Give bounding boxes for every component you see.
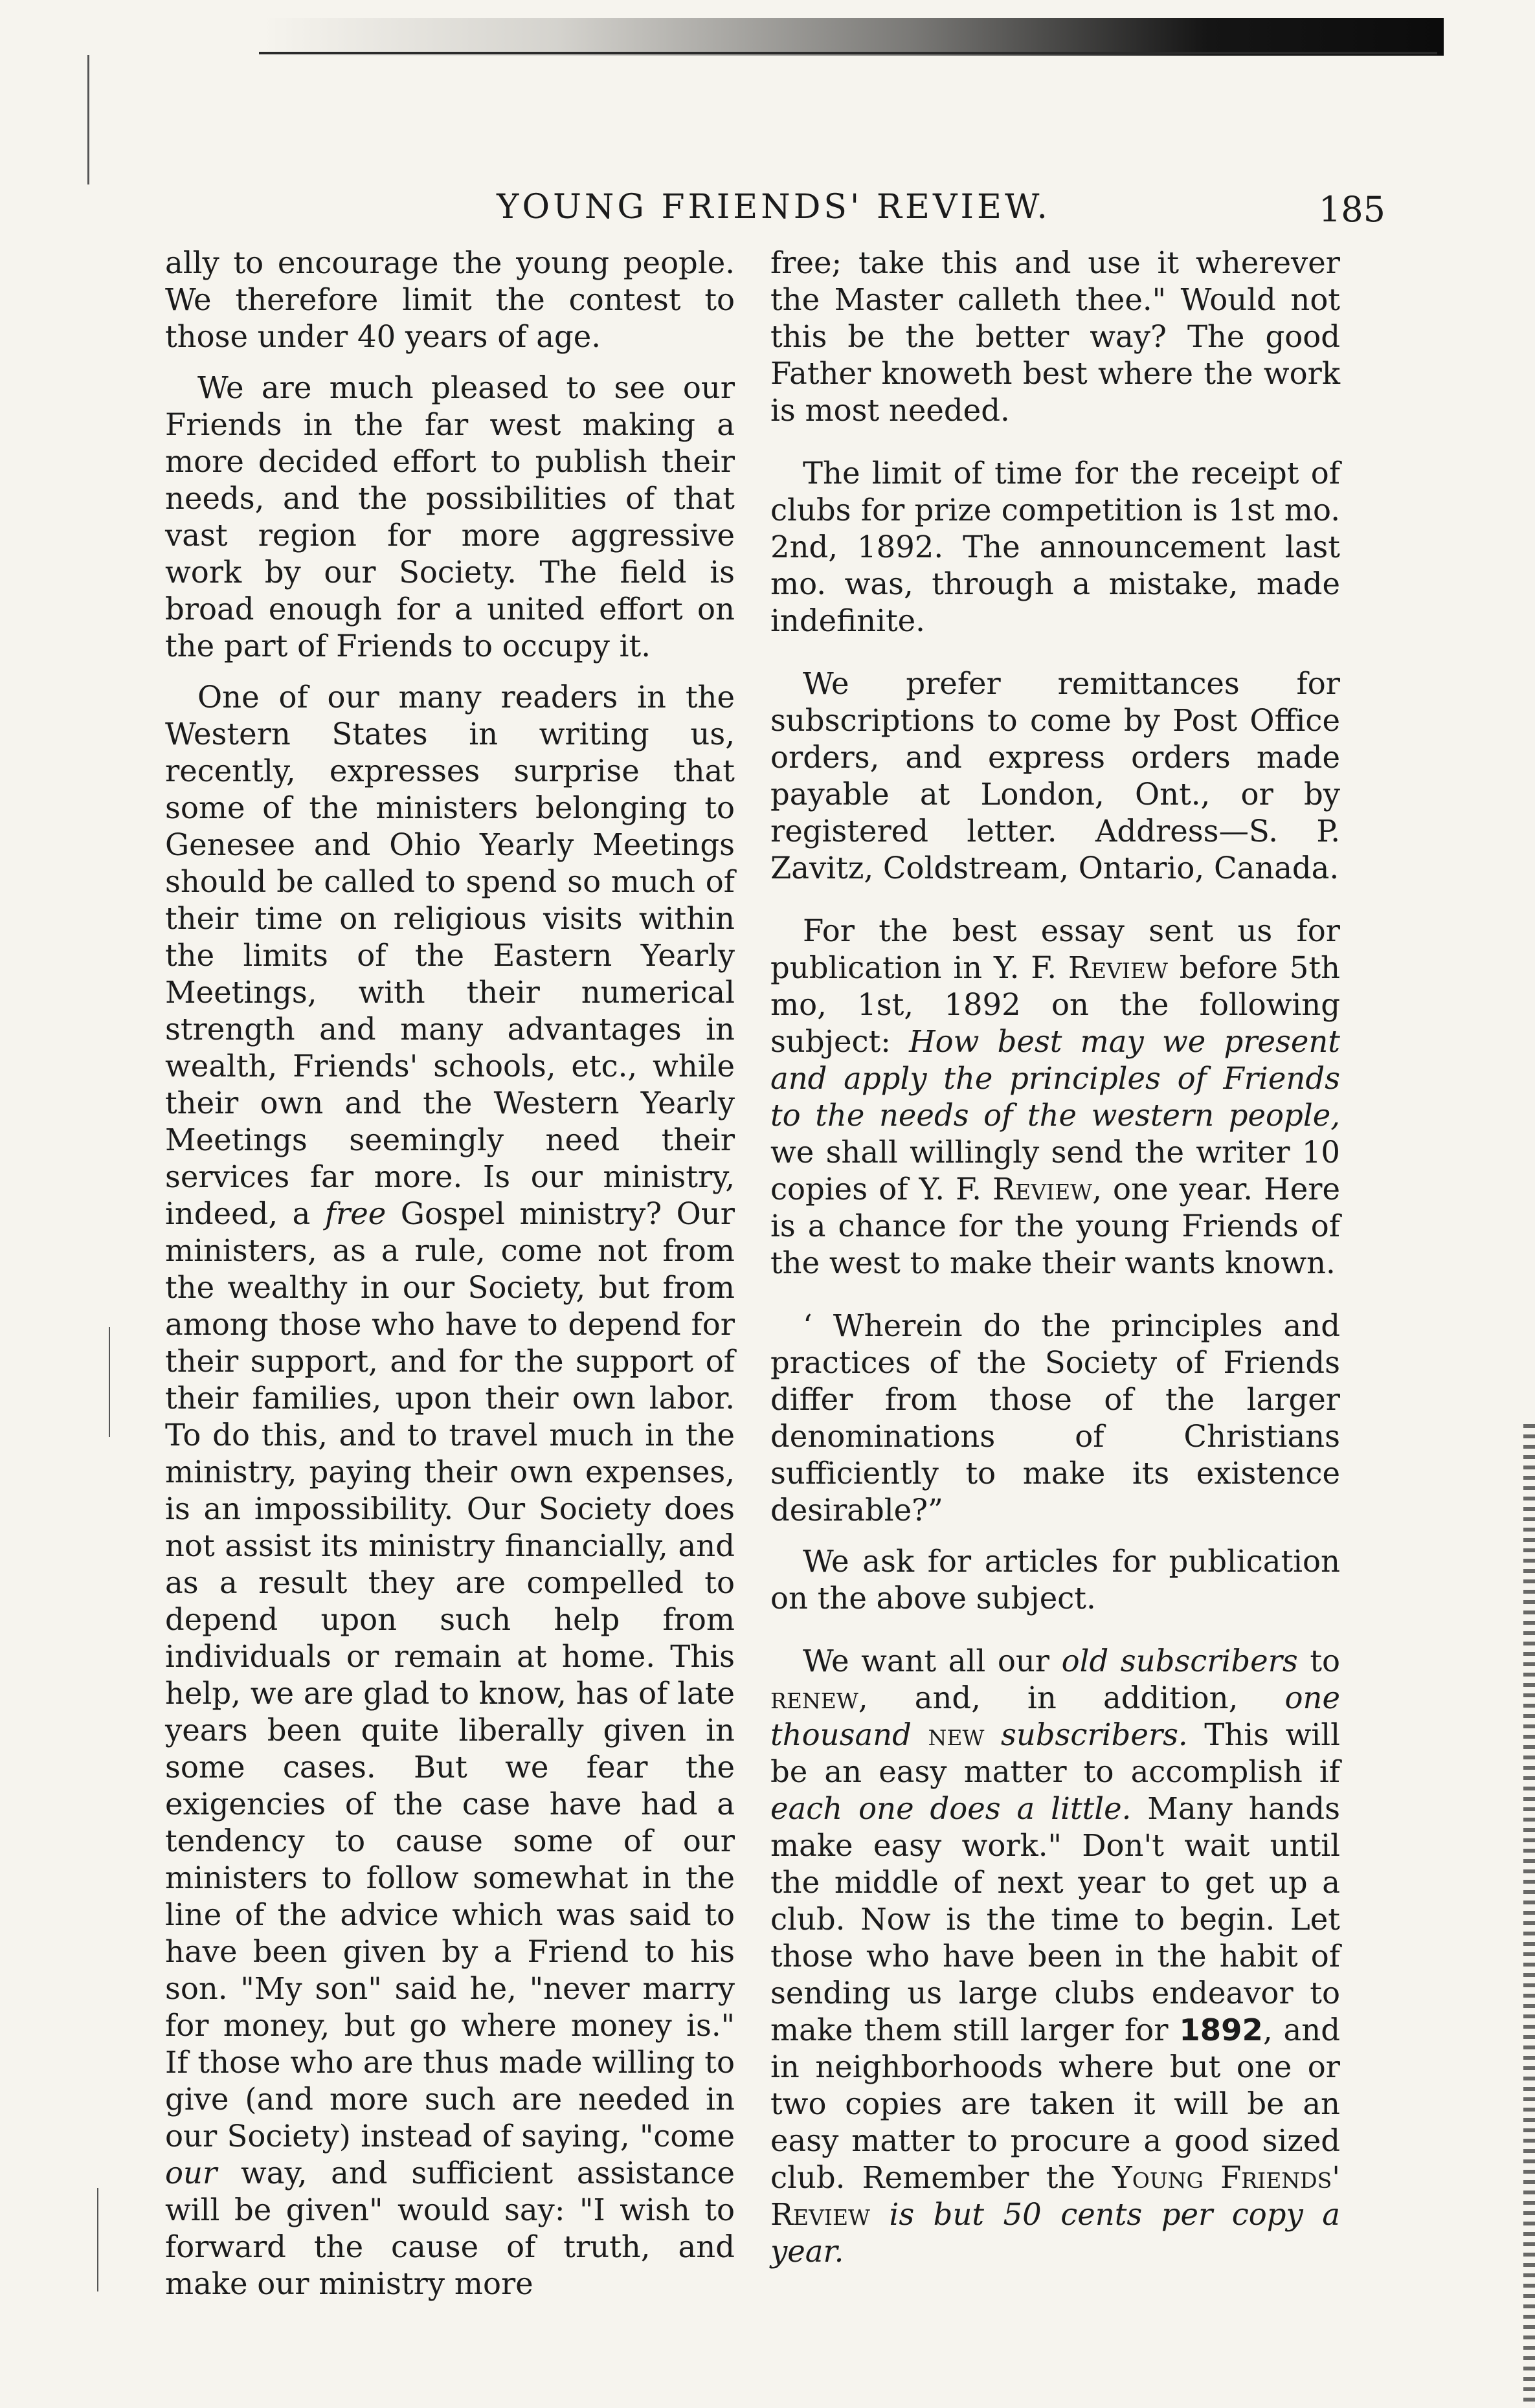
text-run: , and, in addition, xyxy=(858,1680,1285,1715)
paragraph: The limit of time for the receipt of clubs for prize competition is 1st mo. 2nd, 1892. The announcement last mo. was, through a mistake, made indefinite. xyxy=(770,456,1340,638)
text-run: Gospel ministry? Our ministers, as a rule, come not from the wealthy in our Society, but from among those who have to depend for their support, and for the support of their families, upon their own labor. To do this, and to travel much in the ministry, paying their own expenses, is an impossibility. Our Society does not assist its ministry financially, and as a result they are compelled to depend upon such help from individuals or remain at home. This help, we are glad to know, has of late years been quite liberally given in some cases. But we fear the exigencies of the case have had a tendency to cause some of our ministers to follow somewhat in the line of the advice which was said to have been given by a Friend to his son. "My son" said he, "never marry for money, but go where money is." If those who are thus made willing to give (and more such are needed in our Society) instead of saying, "come xyxy=(165,1196,735,2154)
text-run: One of our many readers in the Western States in writing us, recently, expresses surprise that some of the ministers belonging to Genesee and Ohio Yearly Meetings should be called to spend so much of their time on religious visits within the limits of the Eastern Yearly Meetings, with their numerical strength and many advantages in wealth, Friends' schools, etc., while their own and the Western Yearly Meetings seemingly need their services far more. Is our ministry, indeed, a xyxy=(165,680,735,1231)
paragraph: ally to encourage the young people. We therefore limit the contest to those under 40 years of age. xyxy=(165,245,735,354)
scan-top-bar xyxy=(262,18,1444,56)
review-word: Review xyxy=(1068,950,1168,985)
emphasis: each one does a little. xyxy=(770,1791,1132,1826)
year-highlight: 1892 xyxy=(1179,2012,1263,2047)
left-margin-mark xyxy=(97,2188,98,2291)
text-run: way, and sufficient assistance will be given" would say: "I wish to forward the cause of truth, and make our ministry more xyxy=(165,2156,735,2301)
left-column xyxy=(165,245,735,2302)
page-number: 185 xyxy=(1318,189,1385,230)
top-rule xyxy=(259,52,1437,54)
paragraph xyxy=(770,1643,1340,2270)
paragraph: We prefer remittances for subscriptions to come by Post Office orders, and express orders made payable at London, Ont., or by registered letter. Address—S. P. Zavitz, Coldstream, Ontario, Canada. xyxy=(770,666,1340,886)
paragraph: We ask for articles for publication on the above subject. xyxy=(770,1544,1340,1616)
text-run: , one year. Here is a chance for the young Friends of the west to make their wants known. xyxy=(770,1172,1340,1280)
text-run: we shall willingly send the writer 10 copies of Y. F. xyxy=(770,1135,1340,1207)
paragraph xyxy=(770,913,1340,1282)
essay-subject: How best may we present and apply the principles of Friends to the needs of the western people, xyxy=(770,1024,1340,1133)
price-note: is but 50 cents per copy a year. xyxy=(770,2197,1340,2269)
left-margin-mark xyxy=(109,1327,110,1437)
paragraph: We are much pleased to see our Friends in the far west making a more decided effort to publish their needs, and the possibilities of that vast region for more aggressive work by our Society. The field is broad enough for a united effort on the part of Friends to occupy it. xyxy=(165,370,735,663)
paragraph: ‘ Wherein do the principles and practices of the Society of Friends differ from those of the larger denominations of Christians sufficiently to make its existence desirable?” xyxy=(770,1308,1340,1528)
emphasis: our xyxy=(165,2156,218,2191)
text-run: This will be an easy matter to accomplish if xyxy=(770,1717,1341,1789)
text-run: For the best essay sent us for publication in Y. F. xyxy=(770,913,1340,985)
page-header xyxy=(162,188,1385,240)
text-run: We want all our xyxy=(803,1644,1062,1678)
text-run: , and in neighborhoods where but one or two copies are taken it will be an easy matter to procure a good sized club. Remember the xyxy=(770,2012,1340,2195)
emphasis: subscribers. xyxy=(1000,1717,1188,1752)
paragraph xyxy=(165,679,735,2302)
text-run: Many hands make easy work." Don't wait until the middle of next year to get up a club. Now is the time to begin. Let those who have been in the habit of sending us large clubs endeavor to make them still larger for xyxy=(770,1791,1340,2047)
text-run xyxy=(870,2197,889,2232)
running-title: YOUNG FRIENDS' REVIEW. xyxy=(497,188,1051,227)
scan-right-edge xyxy=(1523,1424,1535,2408)
left-margin-mark xyxy=(87,55,89,184)
text-run: before 5th mo, 1st, 1892 on the following subject: xyxy=(770,950,1340,1059)
emphasis: one thousand xyxy=(770,1680,1340,1752)
review-word: Review xyxy=(992,1172,1093,1207)
publication-name: Young Friends' Review xyxy=(770,2160,1341,2232)
renew-word: renew xyxy=(770,1680,858,1715)
right-column xyxy=(770,245,1340,2270)
text-run: to xyxy=(1297,1644,1340,1678)
new-word: new xyxy=(928,1717,985,1752)
emphasis: free xyxy=(324,1196,387,1231)
text-run xyxy=(984,1717,1001,1752)
text-run xyxy=(912,1717,928,1752)
paragraph: free; take this and use it wherever the Master calleth thee." Would not this be the better way? The good Father knoweth best where the work is most needed. xyxy=(770,245,1340,428)
emphasis: old subscribers xyxy=(1061,1644,1298,1678)
